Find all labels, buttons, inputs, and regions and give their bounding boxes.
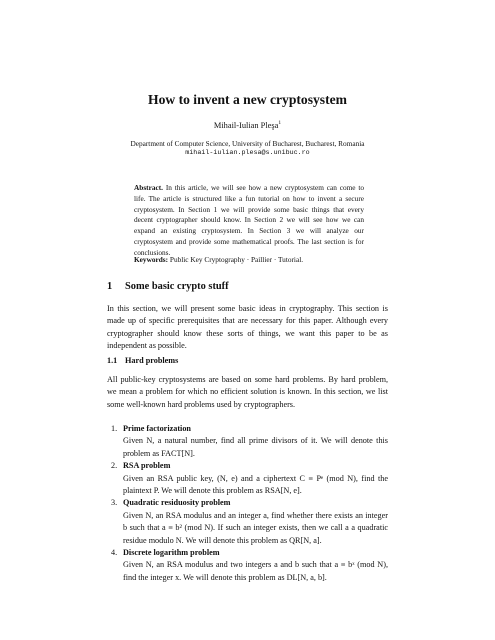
affiliation: Department of Computer Science, University of Bucharest, Bucharest, Romania	[130, 139, 365, 148]
list-number: 1.	[111, 424, 118, 433]
section-number: 1	[107, 281, 113, 292]
section-paragraph: In this section, we will present some basic ideas in cryptography. This section is made up of specific prerequisites that are necessary for this paper. Although every cryptographer should know these sorts of things, we want this paper to be as independent as possible.	[107, 304, 388, 351]
list-item	[107, 460, 388, 497]
abstract-text: In this article, we will see how a new cryptosystem can come to life. The article is structured like a fun tutorial on how to invent a secure cryptosystem. In Section 1 we will provide some basic things that every decent cryptographer should know. In Section 2 we will see how we can expand an existing cryptosystem. In Section 3 we will analyze our cryptosystem and provide some mathematical proofs. The last section is for conclusions.	[134, 183, 365, 257]
section-title: Some basic crypto stuff	[125, 281, 229, 292]
paper-title: How to invent a new cryptosystem	[148, 92, 347, 107]
list-item	[107, 497, 388, 547]
list-number: 3.	[111, 498, 118, 508]
abstract-label: Abstract.	[134, 183, 163, 192]
problem-title: Quadratic residuosity problem	[123, 498, 231, 508]
subsection-paragraph: All public-key cryptosystems are based on some hard problems. By hard problem, we mean a problem for which no efficient solution is known. In this section, we list some well-known hard problems used by cryptographers.	[107, 375, 388, 409]
problem-title: Prime factorization	[123, 424, 191, 433]
list-item	[107, 547, 388, 584]
list-number: 2.	[111, 461, 118, 471]
subsection-title: Hard problems	[125, 356, 179, 365]
list-number: 4.	[111, 548, 118, 558]
keywords-text: Public Key Cryptography · Paillier · Tutorial.	[169, 255, 304, 264]
problem-title: RSA problem	[123, 461, 171, 471]
author-email[interactable]: mihail-iulian.plesa@s.unibuc.ro	[185, 149, 310, 157]
problem-description: Given N, an RSA modulus and two integers a and b such that a ≡ bˣ (mod N), find the integer x. We will denote this problem as DL[N, a, b].	[123, 560, 388, 582]
keywords-label: Keywords:	[134, 255, 169, 264]
abstract-block	[134, 183, 364, 259]
list-item	[107, 423, 388, 460]
problem-description: Given N, a natural number, find all prime divisors of it. We will denote this problem as FACT[N].	[123, 436, 388, 458]
author-name: Mihail-Iulian Pleşa	[213, 121, 279, 130]
author-line	[0, 121, 495, 130]
author-footnote-mark: 1	[278, 120, 282, 127]
problem-list	[107, 423, 388, 584]
problem-title: Discrete logarithm problem	[123, 548, 220, 558]
section-heading	[107, 281, 229, 292]
subsection-number: 1.1	[107, 356, 118, 365]
problem-description: Given N, an RSA modulus and an integer a, find whether there exists an integer b such that a ≡ b² (mod N). If such an integer exists, then we call a a quadratic residue modulo N. We will denote this problem as QR[N, a].	[123, 510, 388, 545]
keywords-block	[134, 255, 364, 264]
subsection-heading	[107, 356, 178, 365]
problem-description: Given an RSA public key, (N, e) and a ciphertext C ≡ Pᵉ (mod N), find the plaintext P. We will denote this problem as RSA[N, e].	[123, 473, 388, 496]
